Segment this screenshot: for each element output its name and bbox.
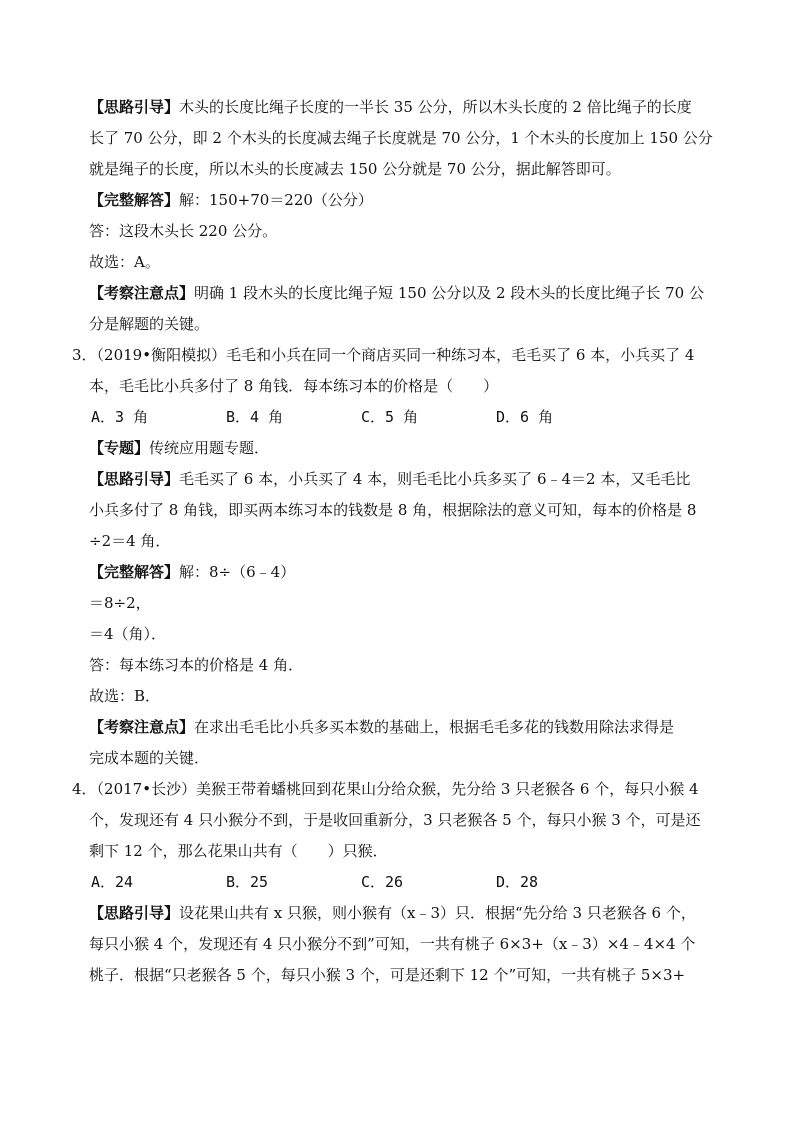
question-3-stem: 3．（2019•衡阳模拟）毛毛和小兵在同一个商店买同一种练习本，毛毛买了 6 本，小兵买了 4 <box>72 346 695 364</box>
section-label: 【思路引导】 <box>89 904 180 922</box>
line-text: 解：8÷（6﹣4） <box>179 563 296 581</box>
text-line <box>72 123 732 154</box>
line-text: 分是解题的关键。 <box>89 315 210 333</box>
question-4-stem-cont: 剩下 12 个，那么花果山共有（ ）只猴． <box>89 842 388 860</box>
line-text: 每只小猴 4 个，发现还有 4 只小猴分不到”可知，一共有桃子 6×3+（x﹣3）×4﹣4×4 个 <box>89 935 696 953</box>
text-line <box>72 712 732 743</box>
section-label: 【完整解答】 <box>89 191 180 209</box>
line-text: 就是绳子的长度，所以木头的长度减去 150 公分就是 70 公分，据此解答即可。 <box>89 160 621 178</box>
line-text: 小兵多付了 8 角钱，即买两本练习本的钱数是 8 角，根据除法的意义可知，每本的价格是 8 <box>89 501 697 519</box>
line-text: 故选：A。 <box>89 253 160 271</box>
question-4-stem-cont: 个，发现还有 4 只小猴分不到，于是收回重新分，3 只老猴各 5 个，每只小猴 3 个，可是还 <box>89 811 701 829</box>
text-line <box>72 681 732 712</box>
line-text: ＝8÷2， <box>89 594 151 612</box>
section-label: 【考察注意点】 <box>89 718 195 736</box>
line-text: ＝4（角）． <box>89 625 167 643</box>
option-c: C．26 <box>361 873 404 891</box>
text-line <box>72 278 732 309</box>
text-line <box>72 464 732 495</box>
line-text: 答：这段木头长 220 公分。 <box>89 222 278 240</box>
line-text: 长了 70 公分，即 2 个木头的长度减去绳子长度就是 70 公分，1 个木头的长度加上 150 公分 <box>89 129 713 147</box>
text-line <box>72 216 732 247</box>
line-text: 答：每本练习本的价格是 4 角． <box>89 656 304 674</box>
text-line <box>72 433 732 464</box>
document-content <box>72 92 732 991</box>
line-text: 设花果山共有 x 只猴，则小猴有（x﹣3）只．根据“先分给 3 只老猴各 6 个， <box>179 904 696 922</box>
text-line <box>72 495 732 526</box>
line-text: 桃子．根据“只老猴各 5 个，每只小猴 3 个，可是还剩下 12 个”可知，一共有桃子 5×3+ <box>89 966 686 984</box>
line-text: ÷2＝4 角． <box>89 532 171 550</box>
line-text: 完成本题的关键． <box>89 749 210 767</box>
option-c: C．5 角 <box>361 408 419 426</box>
question-3-options <box>72 402 732 433</box>
option-a: A．3 角 <box>91 408 149 426</box>
text-line <box>72 929 732 960</box>
line-text: 在求出毛毛比小兵多买本数的基础上，根据毛毛多花的钱数用除法求得是 <box>194 718 675 736</box>
line-text: 明确 1 段木头的长度比绳子短 150 公分以及 2 段木头的长度比绳子长 70 公 <box>194 284 704 302</box>
text-line <box>72 92 732 123</box>
line-text: 木头的长度比绳子长度的一半长 35 公分，所以木头长度的 2 倍比绳子的长度 <box>179 98 692 116</box>
option-d: D．28 <box>496 873 539 891</box>
text-line <box>72 960 732 991</box>
text-line <box>72 185 732 216</box>
text-line <box>72 588 732 619</box>
text-line <box>72 650 732 681</box>
question-4-stem: 4．（2017•长沙）美猴王带着蟠桃回到花果山分给众猴，先分给 3 只老猴各 6 个，每只小猴 4 <box>72 780 699 798</box>
question-4-options <box>72 867 732 898</box>
option-b: B．25 <box>226 873 269 891</box>
question-3-stem-cont: 本，毛毛比小兵多付了 8 角钱．每本练习本的价格是（ ） <box>89 377 499 395</box>
section-label: 【专题】 <box>89 439 150 457</box>
text-line <box>72 154 732 185</box>
text-line <box>72 526 732 557</box>
text-line <box>72 743 732 774</box>
text-line <box>72 557 732 588</box>
line-text: 故选：B． <box>89 687 161 705</box>
option-d: D．6 角 <box>496 408 554 426</box>
line-text: 毛毛买了 6 本，小兵买了 4 本，则毛毛比小兵多买了 6﹣4＝2 本，又毛毛比 <box>179 470 691 488</box>
section-label: 【完整解答】 <box>89 563 180 581</box>
option-b: B．4 角 <box>226 408 284 426</box>
section-label: 【考察注意点】 <box>89 284 195 302</box>
option-a: A．24 <box>91 873 134 891</box>
line-text: 解：150+70＝220（公分） <box>179 191 373 209</box>
line-text: 传统应用题专题． <box>149 439 270 457</box>
text-line <box>72 247 732 278</box>
text-line <box>72 898 732 929</box>
section-label: 【思路引导】 <box>89 98 180 116</box>
section-label: 【思路引导】 <box>89 470 180 488</box>
text-line <box>72 309 732 340</box>
text-line <box>72 619 732 650</box>
